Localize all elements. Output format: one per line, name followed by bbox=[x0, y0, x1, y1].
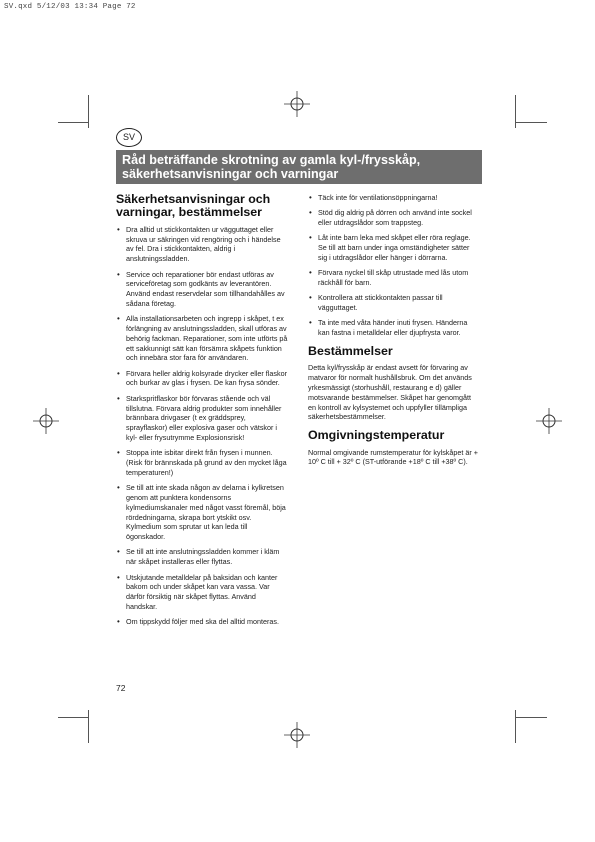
list-item: • Stoppa inte isbitar direkt från frysen i munnen. (Risk för brännskada på grund av den mycket låga temperaturen!) bbox=[116, 448, 288, 477]
ambient-temperature-paragraph: Normal omgivande rumstemperatur för kylskåpet är + 10º C till + 32º C (ST-utförande +18º C till +38º C). bbox=[308, 447, 478, 467]
banner-title-line: Råd beträffande skrotning av gamla kyl-/frysskåp, bbox=[122, 153, 421, 167]
page-number: 72 bbox=[116, 683, 126, 693]
safety-list bbox=[116, 225, 288, 627]
regulations-heading: Bestämmelser bbox=[308, 344, 393, 359]
list-item: • Förvara nyckel till skåp utrustade med lås utom räckhåll för barn. bbox=[308, 268, 480, 288]
heading-line: varningar, bestämmelser bbox=[116, 205, 263, 220]
crop-mark bbox=[515, 717, 547, 718]
registration-mark-icon bbox=[284, 91, 310, 117]
banner-title-line: säkerhetsanvisningar och varningar bbox=[122, 167, 339, 181]
registration-mark-icon bbox=[33, 408, 59, 434]
registration-mark-icon bbox=[284, 722, 310, 748]
heading-line: Säkerhetsanvisningar och bbox=[116, 192, 271, 206]
list-item: • Kontrollera att stickkontakten passar till vägguttaget. bbox=[308, 293, 480, 313]
crop-mark bbox=[88, 710, 89, 743]
crop-mark bbox=[515, 710, 516, 743]
registration-mark-icon bbox=[536, 408, 562, 434]
list-item: • Starkspritflaskor bör förvaras stående och väl tillslutna. Förvara aldrig produkter som innehåller brännbara drivgaser (t ex gräddsprey, sprayflaskor) eller explosiva gaser och vätskor i kyl- eller frysutrymme Explosionsrisk! bbox=[116, 394, 288, 443]
list-item: • Se till att inte anslutningssladden kommer i kläm när skåpet installeras eller flyttas. bbox=[116, 547, 288, 567]
list-item: • Om tippskydd följer med ska del alltid monteras. bbox=[116, 617, 288, 627]
section-banner bbox=[116, 150, 482, 184]
section-heading bbox=[116, 193, 288, 220]
list-item: • Stöd dig aldrig på dörren och använd inte sockel eller utdragslådor som trappsteg. bbox=[308, 208, 480, 228]
print-slug: SV.qxd 5/12/03 13:34 Page 72 bbox=[4, 3, 136, 11]
list-item: • Service och reparationer bör endast utföras av serviceföretag som godkänts av leverantören. Använd endast reservdelar som tillhandahålles av sådana företag. bbox=[116, 270, 288, 309]
list-item: • Förvara heller aldrig kolsyrade drycker eller flaskor och burkar av glas i frysen. De kan frysa sönder. bbox=[116, 369, 288, 389]
list-item: • Utskjutande metalldelar på baksidan och kanter bakom och under skåpet kan vara vassa. Var därför försiktig när skåpet flyttas. Använd handskar. bbox=[116, 573, 288, 612]
safety-list-continued bbox=[308, 193, 480, 338]
crop-mark bbox=[515, 95, 516, 128]
left-column bbox=[116, 193, 288, 633]
list-item: • Dra alltid ut stickkontakten ur vägguttaget eller skruva ur säkringen vid rengöring och i händelse av fel. Dra i stickkontakten, aldrig i anslutningssladden. bbox=[116, 225, 288, 264]
regulations-paragraph: Detta kyl/frysskåp är endast avsett för förvaring av matvaror för normalt hushållsbruk. Om det används yrkesmässigt (storhushåll, restaurang e d) gäller motsvarande bestämmelser. Skåpet har genomgått en kontroll av kylsystemet och uppfyller tillämpliga säkerhetsbestämmelser. bbox=[308, 363, 472, 422]
list-item: • Alla installationsarbeten och ingrepp i skåpet, t ex förlängning av anslutningssladden, skall utföras av behörig fackman. Reparationer, som inte utförts på ett sakkunnigt sätt kan försämra skåpets funktion och innebära stor fara för användaren. bbox=[116, 314, 288, 363]
crop-mark bbox=[88, 95, 89, 128]
list-item: • Låt inte barn leka med skåpet eller röra reglage. Se till att barn under inga omständigheter sätter sig i utdragslådor eller hänger i dörrarna. bbox=[308, 233, 480, 262]
crop-mark bbox=[515, 122, 547, 123]
crop-mark bbox=[58, 122, 89, 123]
list-item: • Ta inte med våta händer inuti frysen. Händerna kan fastna i metalldelar eller djupfrysta varor. bbox=[308, 318, 480, 338]
right-column bbox=[308, 193, 480, 467]
ambient-temperature-heading: Omgivningstemperatur bbox=[308, 428, 445, 443]
list-item: • Se till att inte skada någon av delarna i kylkretsen genom att punktera kondensorns kylmediumskanaler med något vasst föremål, böja rördedningarna, skrapa bort ytskikt osv. Kylmedium som sprutar ut kan leda till ögonskador. bbox=[116, 483, 288, 542]
crop-mark bbox=[58, 717, 89, 718]
language-badge: SV bbox=[116, 128, 142, 147]
list-item: • Täck inte för ventilationsöppningarna! bbox=[308, 193, 480, 203]
